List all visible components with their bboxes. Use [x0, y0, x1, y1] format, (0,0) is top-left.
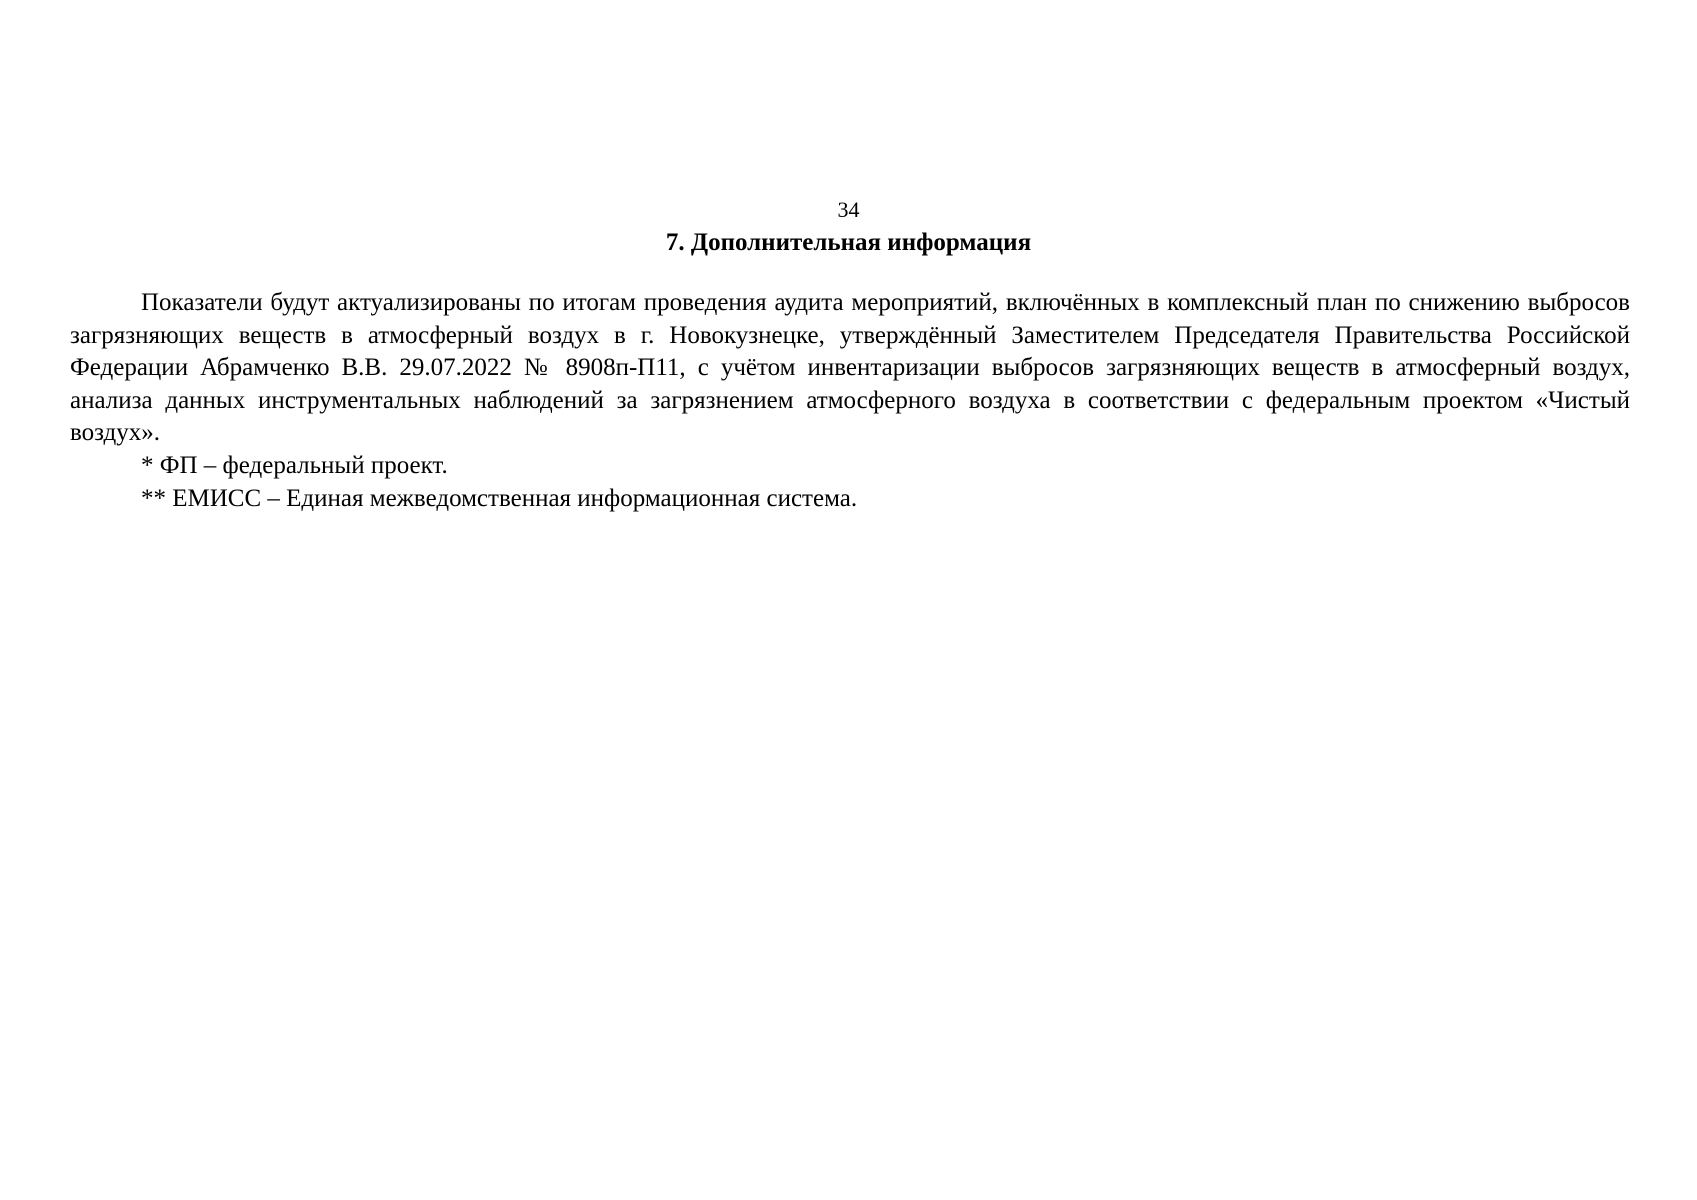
page-number: 34: [837, 197, 860, 222]
body-text: [70, 287, 1630, 515]
section-heading: 7. Дополнительная информация: [665, 229, 1032, 256]
footnote-fp: * ФП – федеральный проект.: [141, 451, 448, 479]
footnote-emiss: ** ЕМИСС – Единая межведомственная информационная система.: [141, 484, 858, 512]
main-paragraph: Показатели будут актуализированы по итогам проведения аудита мероприятий, включённых в комплексный план по снижению выбросов загрязняющих веществ в атмосферный воздух в г. Новокузнецке, утверждённый Заместителем Председателя Правительства Российской Федерации Абрамченко В.В. 29.07.2022 № 8908п-П11, с учётом инвентаризации выбросов загрязняющих веществ в атмосферный воздух, анализа данных инструментальных наблюдений за загрязнением атмосферного воздуха в соответствии с федеральным проектом «Чистый воздух».: [70, 289, 1630, 447]
